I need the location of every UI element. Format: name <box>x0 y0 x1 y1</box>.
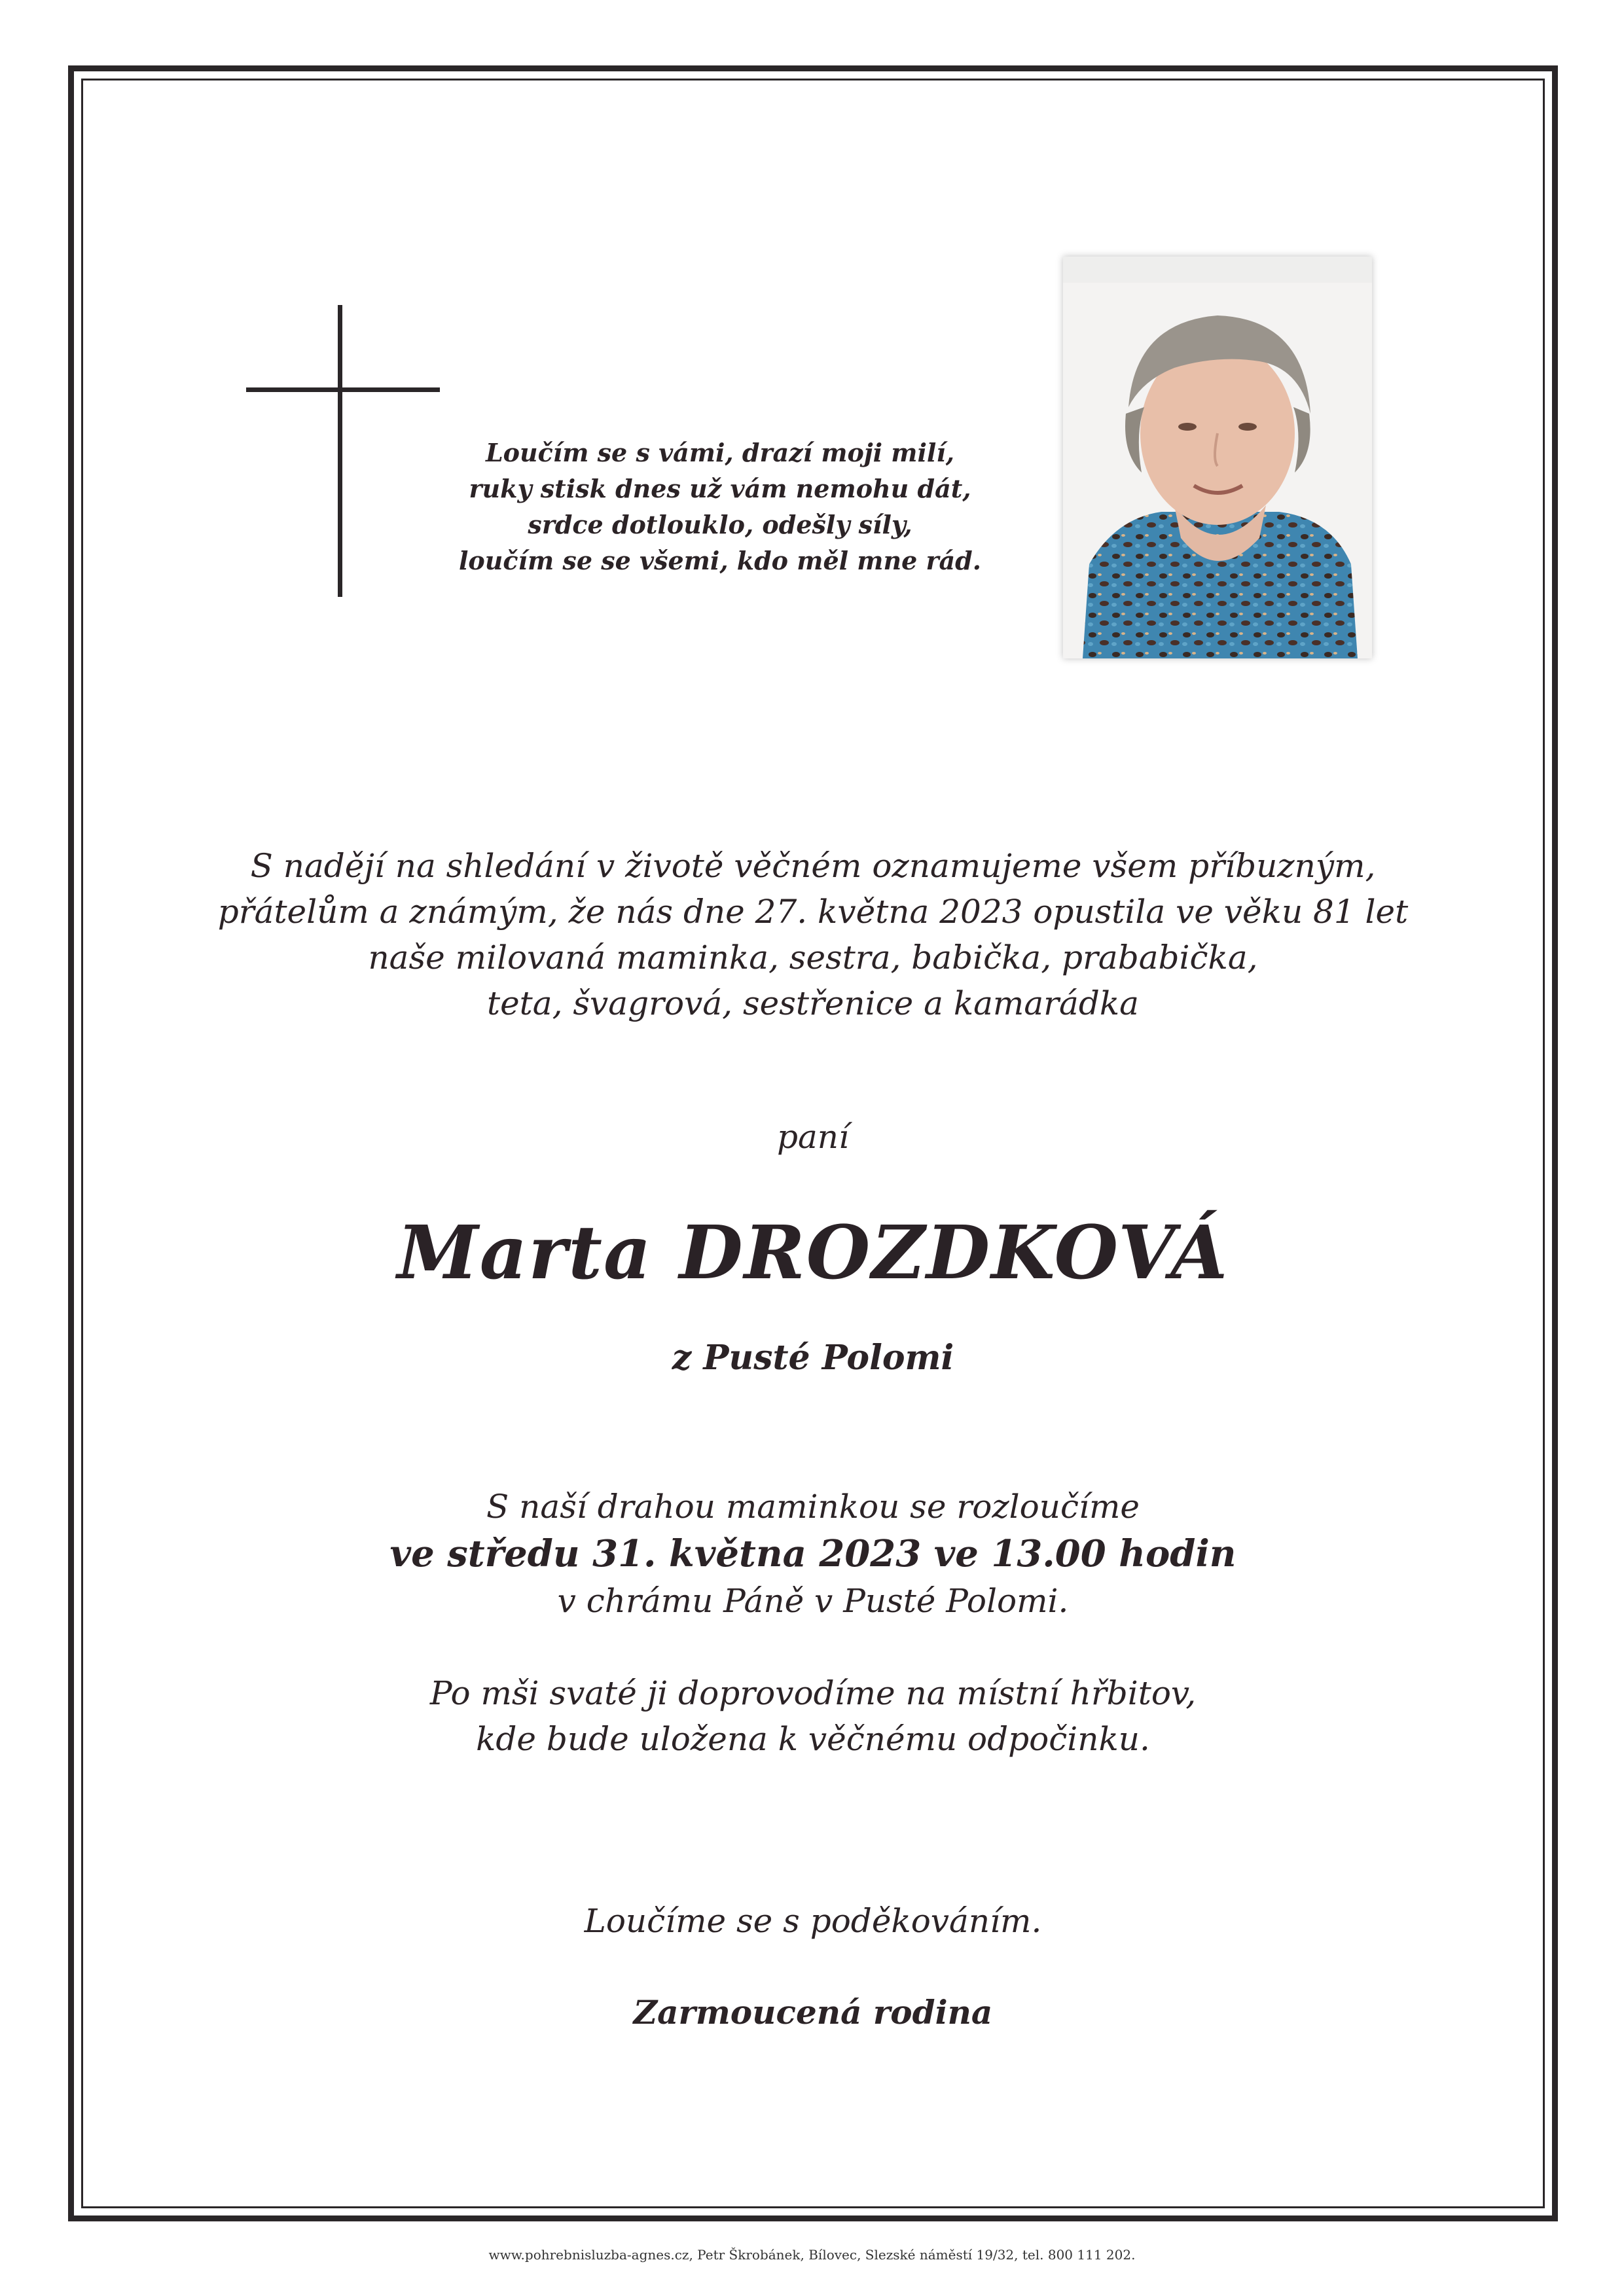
ceremony-datetime: ve středu 31. května 2023 ve 13.00 hodin <box>389 1532 1236 1575</box>
ceremony-place: v chrámu Páně v Pusté Polomi. <box>557 1582 1069 1620</box>
deceased-name: Marta DROZDKOVÁ <box>397 1210 1229 1296</box>
signature: Zarmoucená rodina <box>633 1993 993 2032</box>
cross-icon-horizontal <box>246 387 440 392</box>
announcement-line: S nadějí na shledání v životě věčném oznamujeme všem příbuzným, <box>250 847 1376 885</box>
poem-line: Loučím se s vámi, drazí moji milí, <box>485 438 955 467</box>
origin: z Pusté Polomi <box>672 1338 954 1378</box>
closing-text: Loučíme se s poděkováním. <box>584 1902 1042 1940</box>
ceremony-intro: S naší drahou maminkou se rozloučíme <box>486 1488 1140 1526</box>
cross-icon-vertical <box>338 305 342 597</box>
poem-line: srdce dotlouklo, odešly síly, <box>528 510 912 539</box>
portrait-illustration <box>1063 257 1372 658</box>
announcement-line: naše milovaná maminka, sestra, babička, prababička, <box>368 939 1258 977</box>
burial-line: kde bude uložena k věčnému odpočinku. <box>476 1720 1150 1758</box>
announcement-text <box>81 843 1545 1026</box>
burial-info <box>81 1670 1545 1762</box>
poem-line: loučím se se všemi, kdo měl mne rád. <box>459 546 981 575</box>
honorific: paní <box>776 1118 849 1156</box>
poem-line: ruky stisk dnes už vám nemohu dát, <box>469 474 971 503</box>
poem <box>419 435 1021 579</box>
announcement-line: teta, švagrová, sestřenice a kamarádka <box>487 984 1139 1022</box>
ceremony-info <box>81 1483 1545 1624</box>
announcement-line: přátelům a známým, že nás dne 27. května 2023 opustila ve věku 81 let <box>217 893 1409 931</box>
footer-contact: www.pohrebnisluzba-agnes.cz, Petr Škrobánek, Bílovec, Slezské náměstí 19/32, tel. 800 111 202. <box>488 2247 1136 2263</box>
burial-line: Po mši svaté ji doprovodíme na místní hřbitov, <box>429 1674 1197 1712</box>
portrait-photo <box>1063 257 1372 658</box>
